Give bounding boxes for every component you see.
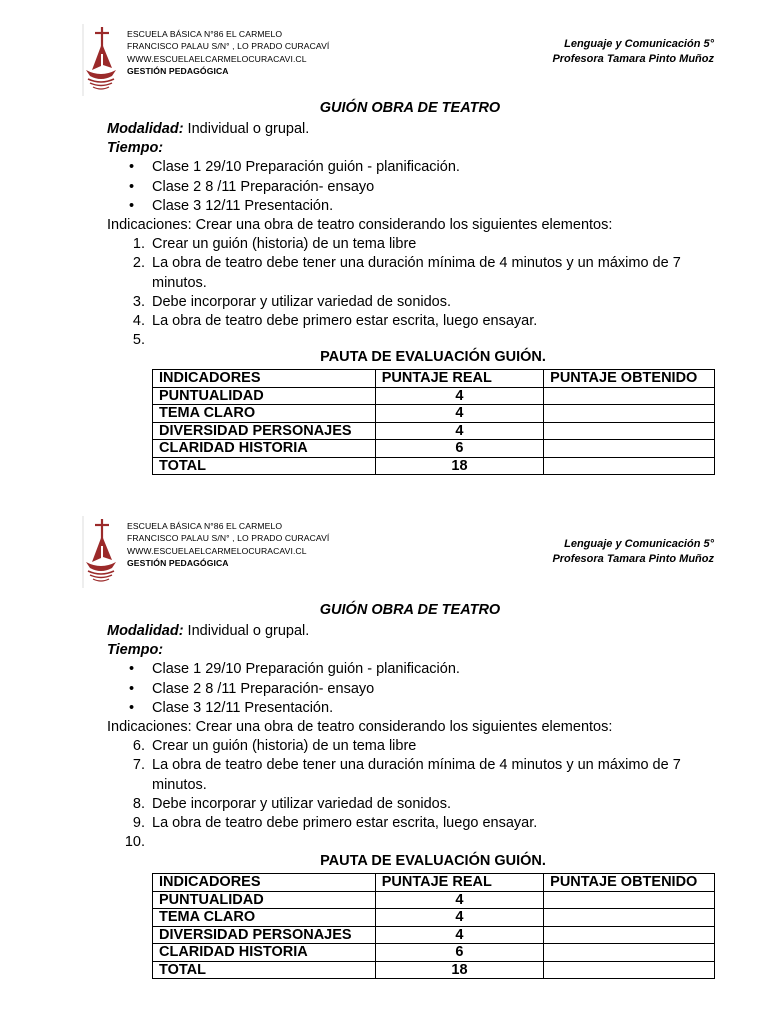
tiempo-label: Tiempo:	[107, 140, 164, 157]
indicador-cell: PUNTUALIDAD	[153, 891, 376, 909]
obtained-score-cell	[544, 961, 715, 979]
indicador-cell: DIVERSIDAD PERSONAJES	[153, 422, 376, 440]
real-score-cell: 4	[375, 891, 543, 909]
item-number: 9.	[132, 815, 145, 832]
instructions	[107, 120, 712, 350]
obtained-score-cell	[544, 422, 715, 440]
requirement-item	[107, 833, 712, 852]
school-department: GESTIÓN PEDAGÓGICA	[127, 65, 229, 76]
requirement-item: 8. Debe incorporar y utilizar variedad de sonidos.	[107, 795, 712, 814]
teacher-line: Profesora Tamara Pinto Muñoz	[552, 553, 714, 565]
item-number: 7.	[132, 757, 145, 774]
table-total-row	[153, 457, 715, 475]
requirement-item	[107, 331, 712, 350]
school-header	[82, 516, 342, 588]
indicador-cell: TOTAL	[153, 457, 376, 475]
modalidad-value: Individual o grupal.	[183, 121, 310, 137]
rubric-table	[152, 873, 715, 979]
indicador-cell: CLARIDAD HISTORIA	[153, 944, 376, 962]
requirement-item: 7. La obra de teatro debe tener una duración mínima de 4 minutos y un máximo de 7 minutos.	[107, 756, 712, 794]
course-info	[552, 37, 714, 67]
table-header-row	[153, 370, 715, 388]
school-website: WWW.ESCUELAELCARMELOCURACAVI.CL	[127, 545, 307, 556]
course-info	[552, 537, 714, 567]
item-number: 2.	[132, 255, 145, 272]
modalidad-value: Individual o grupal.	[183, 623, 310, 639]
header-puntaje-obtenido: PUNTAJE OBTENIDO	[544, 370, 715, 388]
schedule-item: • Clase 3 12/11 Presentación.	[107, 197, 712, 216]
header-puntaje-real: PUNTAJE REAL	[375, 874, 543, 892]
obtained-score-cell	[544, 926, 715, 944]
table-row	[153, 891, 715, 909]
item-number: 3.	[132, 293, 145, 310]
tiempo-line	[107, 139, 712, 158]
school-name: ESCUELA BÁSICA N°86 EL CARMELO	[127, 29, 283, 39]
doc-title: GUIÓN OBRA DE TEATRO	[319, 100, 501, 116]
requirement-item: 2. La obra de teatro debe tener una duración mínima de 4 minutos y un máximo de 7 minutos.	[107, 254, 712, 292]
worksheet-section-1	[0, 24, 768, 528]
school-address: FRANCISCO PALAU S/N° , LO PRADO CURACAVÍ	[127, 41, 330, 52]
real-score-cell: 6	[375, 944, 543, 962]
header-indicadores: INDICADORES	[153, 874, 376, 892]
item-number: 8.	[132, 795, 145, 812]
indicador-cell: PUNTUALIDAD	[153, 387, 376, 405]
bullet-icon: •	[129, 661, 135, 678]
bullet-icon: •	[129, 680, 135, 697]
tiempo-label: Tiempo:	[107, 642, 164, 659]
indicador-cell: CLARIDAD HISTORIA	[153, 440, 376, 458]
table-row	[153, 944, 715, 962]
subject-line: Lenguaje y Comunicación 5°	[564, 38, 714, 50]
school-name: ESCUELA BÁSICA N°86 EL CARMELO	[127, 521, 283, 531]
real-score-cell: 4	[375, 387, 543, 405]
obtained-score-cell	[544, 891, 715, 909]
obtained-score-cell	[544, 405, 715, 423]
table-header-row	[153, 874, 715, 892]
table-row	[153, 405, 715, 423]
requirement-item: 6. Crear un guión (historia) de un tema libre	[107, 737, 712, 756]
requirement-item: 4. La obra de teatro debe primero estar escrita, luego ensayar.	[107, 312, 712, 331]
rubric-title: PAUTA DE EVALUACIÓN GUIÓN.	[320, 853, 546, 869]
tiempo-line	[107, 641, 712, 660]
table-row	[153, 387, 715, 405]
school-address: FRANCISCO PALAU S/N° , LO PRADO CURACAVÍ	[127, 533, 330, 544]
bullet-icon: •	[129, 699, 135, 716]
requirement-item: 1. Crear un guión (historia) de un tema libre	[107, 235, 712, 254]
table-row	[153, 909, 715, 927]
real-score-cell: 4	[375, 405, 543, 423]
schedule-item: • Clase 1 29/10 Preparación guión - planificación.	[107, 158, 712, 177]
bullet-icon: •	[129, 197, 135, 214]
teacher-line: Profesora Tamara Pinto Muñoz	[552, 53, 714, 65]
table-row	[153, 926, 715, 944]
header-indicadores: INDICADORES	[153, 370, 376, 388]
header-puntaje-real: PUNTAJE REAL	[375, 370, 543, 388]
subject-line: Lenguaje y Comunicación 5°	[564, 538, 714, 550]
table-total-row	[153, 961, 715, 979]
rubric-title: PAUTA DE EVALUACIÓN GUIÓN.	[320, 349, 546, 365]
real-score-cell: 18	[375, 961, 543, 979]
school-website: WWW.ESCUELAELCARMELOCURACAVI.CL	[127, 53, 307, 64]
rubric-table	[152, 369, 715, 475]
bullet-icon: •	[129, 159, 135, 176]
requirement-item: 9. La obra de teatro debe primero estar escrita, luego ensayar.	[107, 814, 712, 833]
real-score-cell: 18	[375, 457, 543, 475]
item-number: 10.	[124, 834, 145, 851]
school-header	[82, 24, 342, 96]
modalidad-label: Modalidad:	[107, 623, 184, 639]
real-score-cell: 4	[375, 909, 543, 927]
doc-title: GUIÓN OBRA DE TEATRO	[319, 602, 501, 618]
indicaciones-line: Indicaciones: Crear una obra de teatro considerando los siguientes elementos:	[107, 217, 613, 234]
table-row	[153, 422, 715, 440]
school-logo-icon	[82, 516, 120, 588]
indicador-cell: TEMA CLARO	[153, 405, 376, 423]
real-score-cell: 4	[375, 926, 543, 944]
item-number: 4.	[132, 313, 145, 330]
schedule-item: • Clase 2 8 /11 Preparación- ensayo	[107, 680, 712, 699]
item-number: 6.	[132, 738, 145, 755]
indicaciones-line: Indicaciones: Crear una obra de teatro considerando los siguientes elementos:	[107, 719, 613, 736]
school-logo-icon	[82, 24, 120, 96]
requirement-item: 3. Debe incorporar y utilizar variedad de sonidos.	[107, 293, 712, 312]
bullet-icon: •	[129, 178, 135, 195]
item-number: 5.	[132, 332, 145, 349]
schedule-item: • Clase 2 8 /11 Preparación- ensayo	[107, 178, 712, 197]
schedule-item: • Clase 1 29/10 Preparación guión - planificación.	[107, 660, 712, 679]
table-row	[153, 440, 715, 458]
instructions	[107, 622, 712, 852]
modalidad-line	[107, 622, 712, 641]
obtained-score-cell	[544, 909, 715, 927]
obtained-score-cell	[544, 387, 715, 405]
worksheet-section-2	[0, 516, 768, 1020]
schedule-item: • Clase 3 12/11 Presentación.	[107, 699, 712, 718]
real-score-cell: 6	[375, 440, 543, 458]
real-score-cell: 4	[375, 422, 543, 440]
header-puntaje-obtenido: PUNTAJE OBTENIDO	[544, 874, 715, 892]
modalidad-label: Modalidad:	[107, 121, 184, 137]
modalidad-line	[107, 120, 712, 139]
school-department: GESTIÓN PEDAGÓGICA	[127, 557, 229, 568]
item-number: 1.	[132, 236, 145, 253]
indicador-cell: TOTAL	[153, 961, 376, 979]
indicador-cell: TEMA CLARO	[153, 909, 376, 927]
obtained-score-cell	[544, 457, 715, 475]
obtained-score-cell	[544, 944, 715, 962]
obtained-score-cell	[544, 440, 715, 458]
indicador-cell: DIVERSIDAD PERSONAJES	[153, 926, 376, 944]
